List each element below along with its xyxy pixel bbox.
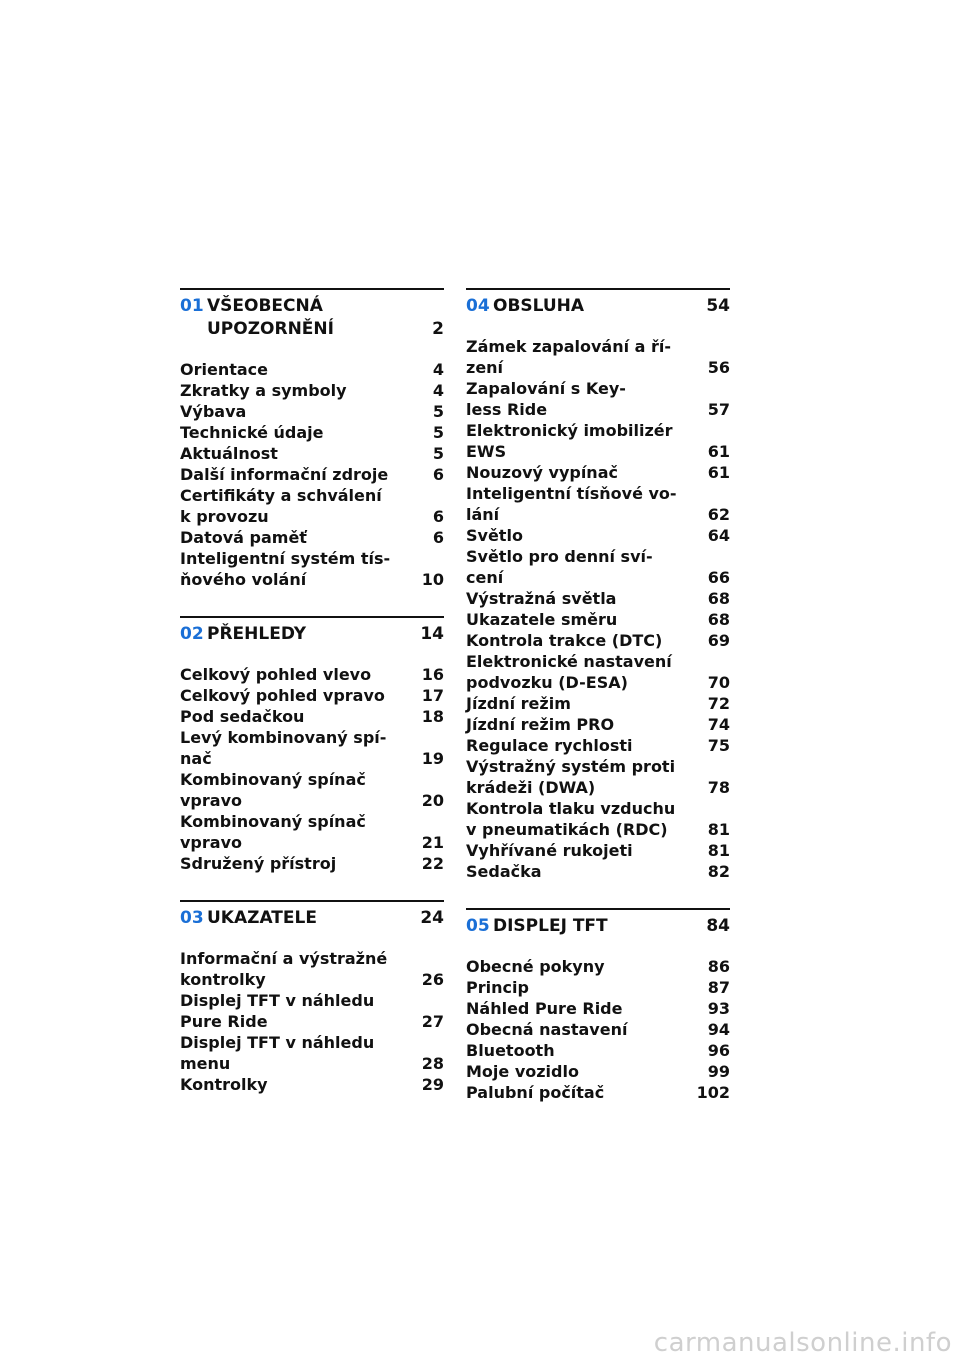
- entry-page-number: 64: [707, 526, 730, 545]
- entry-title: Moje vozidlo: [466, 1062, 579, 1081]
- entry-page-number: 21: [421, 833, 444, 852]
- entry-title: Certifikáty a schválení k provozu: [180, 486, 382, 526]
- entry-title: Elektronický imobilizér EWS: [466, 421, 673, 461]
- entry-list: [180, 359, 444, 590]
- entry-page-number: 94: [707, 1020, 730, 1039]
- section-heading[interactable]: [466, 295, 730, 318]
- entry-page-number: 82: [707, 862, 730, 881]
- entry-title: Pod sedačkou: [180, 707, 305, 726]
- entry-page-number: 78: [707, 778, 730, 797]
- entry-page-number: 5: [432, 402, 444, 421]
- entry-page-number: 20: [421, 791, 444, 810]
- entry-page-number: 6: [432, 528, 444, 547]
- toc-entry[interactable]: [466, 1040, 730, 1061]
- entry-page-number: 57: [707, 400, 730, 419]
- entry-title: Náhled Pure Ride: [466, 999, 623, 1018]
- toc-entry[interactable]: [466, 798, 730, 840]
- section-heading[interactable]: [180, 623, 444, 646]
- toc-entry[interactable]: [466, 840, 730, 861]
- entry-list: [466, 336, 730, 882]
- toc-entry[interactable]: [466, 1019, 730, 1040]
- entry-page-number: 68: [707, 610, 730, 629]
- entry-title: Další informační zdroje: [180, 465, 389, 484]
- entry-title: Obecná nastavení: [466, 1020, 628, 1039]
- toc-entry[interactable]: [180, 401, 444, 422]
- entry-title: Výstražná světla: [466, 589, 617, 608]
- entry-title: Výstražný systém proti krádeži (DWA): [466, 757, 676, 797]
- entry-list: [180, 664, 444, 874]
- entry-page-number: 74: [707, 715, 730, 734]
- entry-title: Kombinovaný spínač vpravo: [180, 770, 366, 810]
- entry-title: Zkratky a symboly: [180, 381, 347, 400]
- toc-entry[interactable]: [466, 420, 730, 462]
- entry-title: Palubní počítač: [466, 1083, 605, 1102]
- toc-section: [180, 616, 444, 874]
- entry-page-number: 5: [432, 444, 444, 463]
- toc-entry[interactable]: [180, 464, 444, 485]
- toc-entry[interactable]: [466, 693, 730, 714]
- toc-entry[interactable]: [466, 735, 730, 756]
- entry-title: Aktuálnost: [180, 444, 278, 463]
- entry-page-number: 29: [421, 1075, 444, 1094]
- toc-entry[interactable]: [466, 1082, 730, 1103]
- entry-page-number: 61: [707, 463, 730, 482]
- entry-title: Sedačka: [466, 862, 542, 881]
- entry-title: Displej TFT v náhledu Pure Ride: [180, 991, 375, 1031]
- entry-page-number: 75: [707, 736, 730, 755]
- section-heading[interactable]: [180, 295, 444, 341]
- toc-entry[interactable]: [180, 359, 444, 380]
- section-heading[interactable]: [180, 907, 444, 930]
- section-title: DISPLEJ TFT: [493, 916, 608, 936]
- entry-title: Jízdní režim: [466, 694, 571, 713]
- section-title: OBSLUHA: [493, 296, 585, 316]
- entry-page-number: 5: [432, 423, 444, 442]
- entry-page-number: 61: [707, 442, 730, 461]
- entry-title: Celkový pohled vpravo: [180, 686, 385, 705]
- entry-page-number: 72: [707, 694, 730, 713]
- entry-title: Inteligentní systém tís- ňového volání: [180, 549, 391, 589]
- toc-entry[interactable]: [466, 378, 730, 420]
- toc-entry[interactable]: [180, 443, 444, 464]
- entry-title: Informační a výstražné kontrolky: [180, 949, 388, 989]
- entry-page-number: 17: [421, 686, 444, 705]
- toc-entry[interactable]: [180, 685, 444, 706]
- toc-entry[interactable]: [180, 1074, 444, 1095]
- toc-entry[interactable]: [466, 756, 730, 798]
- entry-list: [466, 956, 730, 1103]
- entry-page-number: 19: [421, 749, 444, 768]
- toc-entry[interactable]: [180, 990, 444, 1032]
- toc-entry[interactable]: [466, 861, 730, 882]
- entry-title: Datová paměť: [180, 528, 307, 547]
- toc-entry[interactable]: [466, 956, 730, 977]
- entry-page-number: 81: [707, 820, 730, 839]
- section-number: 05: [466, 916, 490, 936]
- entry-title: Výbava: [180, 402, 247, 421]
- entry-page-number: 62: [707, 505, 730, 524]
- toc-entry[interactable]: [466, 588, 730, 609]
- toc-entry[interactable]: [466, 525, 730, 546]
- entry-list: [180, 948, 444, 1095]
- toc-entry[interactable]: [466, 714, 730, 735]
- entry-title: Displej TFT v náhledu menu: [180, 1033, 375, 1073]
- toc-entry[interactable]: [180, 948, 444, 990]
- toc-entry[interactable]: [466, 1061, 730, 1082]
- entry-title: Inteligentní tísňové vo- lání: [466, 484, 677, 524]
- toc-entry[interactable]: [180, 485, 444, 527]
- section-page-number: 14: [420, 624, 444, 644]
- toc-entry[interactable]: [180, 727, 444, 769]
- entry-page-number: 26: [421, 970, 444, 989]
- toc-entry[interactable]: [180, 380, 444, 401]
- entry-page-number: 10: [421, 570, 444, 589]
- entry-page-number: 6: [432, 465, 444, 484]
- entry-title: Levý kombinovaný spí- nač: [180, 728, 387, 768]
- entry-page-number: 86: [707, 957, 730, 976]
- entry-page-number: 4: [432, 360, 444, 379]
- entry-page-number: 69: [707, 631, 730, 650]
- section-page-number: 2: [432, 319, 444, 339]
- entry-page-number: 96: [707, 1041, 730, 1060]
- toc-column-right: [466, 288, 730, 1129]
- section-title: UKAZATELE: [207, 908, 317, 928]
- toc-entry[interactable]: [466, 977, 730, 998]
- toc-section: [466, 288, 730, 882]
- section-number: 01: [180, 296, 204, 316]
- section-number: 03: [180, 908, 204, 928]
- section-heading[interactable]: [466, 915, 730, 938]
- section-page-number: 54: [706, 296, 730, 316]
- entry-page-number: 56: [707, 358, 730, 377]
- toc-entry[interactable]: [180, 769, 444, 811]
- entry-title: Obecné pokyny: [466, 957, 605, 976]
- section-page-number: 24: [420, 908, 444, 928]
- toc-entry[interactable]: [180, 527, 444, 548]
- entry-page-number: 6: [432, 507, 444, 526]
- entry-title: Kombinovaný spínač vpravo: [180, 812, 366, 852]
- watermark: carmanualsonline.info: [653, 1328, 952, 1358]
- toc-entry[interactable]: [180, 1032, 444, 1074]
- section-title: VŠEOBECNÁ UPOZORNĚNÍ: [207, 296, 334, 339]
- entry-page-number: 66: [707, 568, 730, 587]
- entry-page-number: 18: [421, 707, 444, 726]
- toc-entry[interactable]: [466, 998, 730, 1019]
- entry-title: Kontrola trakce (DTC): [466, 631, 663, 650]
- entry-title: Ukazatele směru: [466, 610, 618, 629]
- entry-page-number: 22: [421, 854, 444, 873]
- entry-title: Bluetooth: [466, 1041, 555, 1060]
- toc-entry[interactable]: [466, 651, 730, 693]
- entry-title: Technické údaje: [180, 423, 324, 442]
- entry-title: Celkový pohled vlevo: [180, 665, 372, 684]
- entry-title: Nouzový vypínač: [466, 463, 618, 482]
- toc-section: [180, 900, 444, 1095]
- section-page-number: 84: [706, 916, 730, 936]
- toc-entry[interactable]: [180, 422, 444, 443]
- toc-entry[interactable]: [180, 548, 444, 590]
- toc-column-left: [180, 288, 444, 1121]
- entry-page-number: 28: [421, 1054, 444, 1073]
- entry-title: Princip: [466, 978, 529, 997]
- entry-page-number: 70: [707, 673, 730, 692]
- toc-entry[interactable]: [466, 336, 730, 378]
- toc-section: [466, 908, 730, 1103]
- entry-title: Elektronické nastavení podvozku (D-ESA): [466, 652, 672, 692]
- toc-entry[interactable]: [180, 811, 444, 853]
- toc-entry[interactable]: [466, 462, 730, 483]
- entry-page-number: 27: [421, 1012, 444, 1031]
- entry-page-number: 16: [421, 665, 444, 684]
- entry-page-number: 99: [707, 1062, 730, 1081]
- section-title: PŘEHLEDY: [207, 624, 307, 644]
- section-number: 04: [466, 296, 490, 316]
- entry-title: Jízdní režim PRO: [466, 715, 615, 734]
- entry-page-number: 87: [707, 978, 730, 997]
- entry-title: Vyhřívané rukojeti: [466, 841, 633, 860]
- toc-entry[interactable]: [466, 546, 730, 588]
- entry-title: Regulace rychlosti: [466, 736, 633, 755]
- toc-entry[interactable]: [466, 609, 730, 630]
- entry-title: Světlo pro denní sví- cení: [466, 547, 653, 587]
- toc-entry[interactable]: [180, 853, 444, 874]
- entry-page-number: 4: [432, 381, 444, 400]
- entry-page-number: 68: [707, 589, 730, 608]
- toc-section: [180, 288, 444, 590]
- entry-title: Světlo: [466, 526, 523, 545]
- section-number: 02: [180, 624, 204, 644]
- entry-title: Zapalování s Key- less Ride: [466, 379, 626, 419]
- entry-page-number: 93: [707, 999, 730, 1018]
- entry-title: Kontrola tlaku vzduchu v pneumatikách (RDC): [466, 799, 676, 839]
- toc-entry[interactable]: [180, 664, 444, 685]
- entry-title: Kontrolky: [180, 1075, 268, 1094]
- entry-title: Sdružený přístroj: [180, 854, 337, 873]
- entry-page-number: 81: [707, 841, 730, 860]
- toc-entry[interactable]: [466, 483, 730, 525]
- toc-entry[interactable]: [180, 706, 444, 727]
- entry-title: Zámek zapalování a ří- zení: [466, 337, 672, 377]
- toc-entry[interactable]: [466, 630, 730, 651]
- entry-title: Orientace: [180, 360, 268, 379]
- entry-page-number: 102: [696, 1083, 730, 1102]
